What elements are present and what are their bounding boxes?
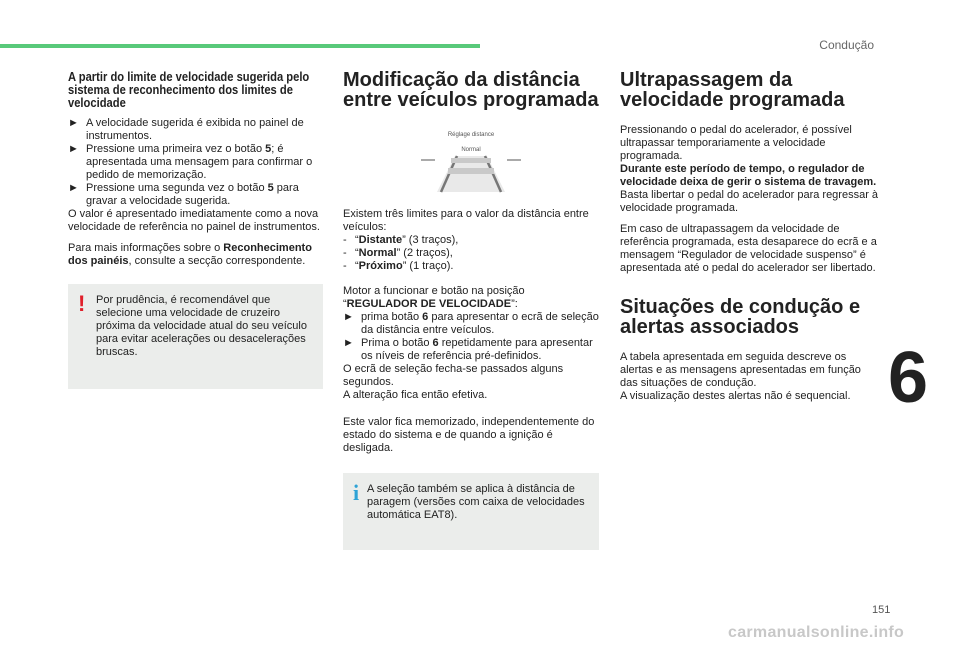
- paragraph: Motor a funcionar e botão na posição “REGULADOR DE VELOCIDADE”:: [343, 285, 525, 310]
- bullet-marker-icon: ►: [68, 117, 79, 129]
- paragraph: A tabela apresentada em seguida descreve os alertas e as mensagens apresentadas em função das situações de condução. A visualização destes alertas não é sequencial.: [620, 351, 861, 402]
- cross-reference: Reconhecimento dos painéis: [68, 242, 312, 267]
- option-item: - “Próximo” (1 traço).: [343, 260, 454, 272]
- bullet-marker-icon: ►: [343, 311, 354, 323]
- column-left: [68, 70, 323, 389]
- page-number: 151: [872, 604, 891, 616]
- paragraph: O valor é apresentado imediatamente como a nova velocidade de referência no painel de instrumentos.: [68, 208, 320, 233]
- figure-label: Normal: [461, 147, 481, 153]
- bullet-item: ► Pressione uma primeira vez o botão 5; é apresentada uma mensagem para confirmar o pedido de memorização.: [68, 143, 313, 181]
- paragraph: Em caso de ultrapassagem da velocidade de referência programada, esta desaparece do ecrã e a mensagem “Regulador de velocidade suspenso” é apresentada até o pedal do acelerador ser libertado.: [620, 223, 877, 274]
- distance-setting-display-figure: [401, 128, 541, 198]
- paragraph: O ecrã de seleção fecha-se passados alguns segundos.: [343, 363, 564, 388]
- figure-title: Réglage distance: [447, 132, 495, 138]
- watermark: carmanualsonline.info: [728, 624, 905, 641]
- info-icon: i: [353, 480, 360, 505]
- heading-driving-situations: Situações de condução e alertas associados: [620, 296, 861, 338]
- bullet-item: ► prima botão 6 para apresentar o ecrã de seleção da distância entre veículos.: [343, 311, 599, 336]
- column-right: [620, 70, 880, 411]
- subheading-suggested-speed: A partir do limite de velocidade sugerida pelo sistema de reconhecimento dos limites de velocidade: [68, 69, 310, 110]
- bullet-marker-icon: ►: [343, 337, 354, 349]
- column-middle: [343, 70, 599, 550]
- paragraph: Pressionando o pedal do acelerador, é possível ultrapassar temporariamente a velocidade programada. Durante este período de tempo, o regulador de velocidade deixa de gerir o sistema de travagem. Basta libertar o pedal do acelerador para regressar à velocidade programada.: [620, 124, 879, 214]
- section-title: Condução: [819, 38, 874, 52]
- warning-note: ! Por prudência, é recomendável que selecione uma velocidade de cruzeiro próxima da velocidade atual do seu veículo para evitar acelerações ou desacelerações bruscas.: [68, 284, 323, 389]
- option-item: - “Distante” (3 traços),: [343, 234, 459, 246]
- bullet-marker-icon: ►: [68, 182, 79, 194]
- bullet-item: ► Pressione uma segunda vez o botão 5 para gravar a velocidade sugerida.: [68, 182, 299, 207]
- exclamation-warning-icon: !: [78, 291, 86, 316]
- option-item: - “Normal” (2 traços),: [343, 247, 453, 259]
- bullet-item: ► Prima o botão 6 repetidamente para apresentar os níveis de referência pré-definidos.: [343, 337, 593, 362]
- info-note: i A seleção também se aplica à distância de paragem (versões com caixa de velocidades automática EAT8).: [343, 473, 599, 550]
- paragraph: Este valor fica memorizado, independentemente do estado do sistema e de quando a ignição é desligada.: [343, 416, 595, 454]
- heading-overtaking: Ultrapassagem da velocidade programada: [620, 69, 845, 111]
- paragraph: Para mais informações sobre o Reconhecimento dos painéis, consulte a secção correspondente.: [68, 242, 312, 267]
- paragraph: Existem três limites para o valor da distância entre veículos:: [343, 208, 589, 233]
- heading-distance: Modificação da distância entre veículos programada: [343, 69, 599, 111]
- paragraph: A alteração fica então efetiva.: [343, 389, 488, 401]
- bullet-marker-icon: ►: [68, 143, 79, 155]
- chapter-number: 6: [888, 338, 929, 418]
- bullet-item: ► A velocidade sugerida é exibida no painel de instrumentos.: [68, 117, 304, 142]
- section-accent-bar: [0, 44, 480, 48]
